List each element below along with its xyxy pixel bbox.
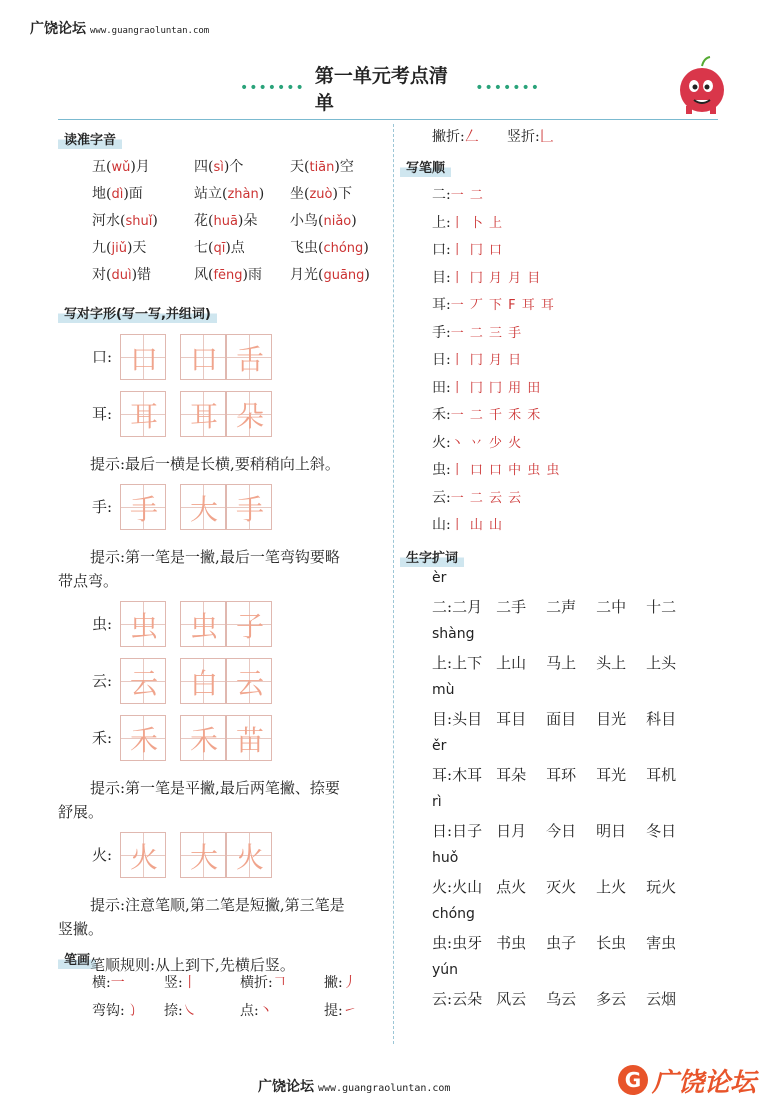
- section-order-heading: 写笔顺: [400, 156, 451, 177]
- tracing-char: 大: [189, 493, 218, 526]
- tracing-char: 禾: [189, 724, 218, 757]
- tracing-char: 口: [189, 343, 218, 376]
- tracing-char: 火: [129, 841, 158, 874]
- stroke-name: 提:: [324, 1003, 343, 1019]
- read-item: [290, 237, 369, 257]
- extend-word: 虫牙: [452, 934, 483, 952]
- read-text: )雨: [242, 267, 263, 283]
- extend-row: [432, 652, 696, 673]
- stroke-name: 竖:: [164, 975, 183, 991]
- extend-word: 虫子: [546, 934, 577, 952]
- extend-word: 木耳: [452, 766, 483, 784]
- order-sequence: 丨 卜 上: [450, 215, 503, 231]
- tracing-box[interactable]: [226, 601, 272, 647]
- read-item: [290, 264, 370, 284]
- hint-text: 笔顺规则:从上到下,先横后竖。: [90, 956, 295, 974]
- column-divider: [393, 124, 394, 1044]
- pinyin: zuò: [309, 187, 333, 202]
- tracing-char: 虫: [189, 610, 218, 643]
- extend-row: [432, 932, 696, 953]
- read-text: ): [351, 213, 357, 229]
- extend-pinyin: shàng: [432, 626, 475, 642]
- read-text: 河水(: [92, 213, 126, 229]
- read-text: ): [152, 213, 158, 229]
- order-char: 禾:: [432, 407, 451, 423]
- site-logo[interactable]: [618, 1060, 778, 1100]
- tracing-char: 云: [235, 667, 264, 700]
- page-title: 第一单元考点清单: [314, 65, 448, 114]
- extend-pinyin: chóng: [432, 906, 475, 922]
- extend-char: 上:: [432, 654, 453, 672]
- tracing-box[interactable]: [120, 715, 166, 761]
- tracing-char: 云: [129, 667, 158, 700]
- read-item: [194, 210, 257, 230]
- char-label: 云:: [92, 672, 113, 690]
- stroke-item: [324, 1000, 357, 1020]
- read-text: )点: [225, 240, 245, 256]
- extend-word: 耳光: [596, 766, 627, 784]
- stroke-mark: 𠃊: [539, 129, 554, 145]
- extend-word: 点火: [496, 878, 527, 896]
- site-url[interactable]: www.guangraoluntan.com: [90, 26, 210, 36]
- read-item: [290, 210, 357, 230]
- extend-word: 二月: [452, 598, 483, 616]
- order-char: 口:: [432, 242, 451, 258]
- read-text: 坐(: [290, 186, 310, 202]
- extend-row: [432, 708, 696, 729]
- title-dots-left: •••••••: [240, 80, 305, 96]
- extend-word: 灭火: [546, 878, 577, 896]
- read-text: 四(: [194, 159, 214, 175]
- tracing-box[interactable]: [120, 334, 166, 380]
- read-text: 站立(: [194, 186, 228, 202]
- order-char: 目:: [432, 269, 451, 286]
- read-text: )月: [130, 159, 150, 175]
- extend-word: 日月: [496, 822, 527, 840]
- order-char: 耳:: [432, 297, 451, 313]
- read-text: )朵: [237, 213, 258, 229]
- read-text: 九(: [92, 240, 112, 256]
- extend-word: 科目: [646, 710, 677, 728]
- read-text: 七(: [194, 240, 214, 256]
- site-name: 广饶论坛: [30, 21, 86, 37]
- order-sequence: 丶 丷 少 火: [450, 435, 523, 451]
- tracing-char: 手: [235, 493, 264, 526]
- order-item: [432, 377, 541, 397]
- stroke-mark: 一: [110, 975, 125, 991]
- pinyin: fēng: [213, 268, 243, 283]
- pinyin: huā: [213, 214, 238, 229]
- read-item: [92, 237, 146, 257]
- tracing-char: 口: [129, 343, 158, 376]
- extend-word: 冬日: [646, 822, 677, 840]
- pinyin: niǎo: [323, 214, 352, 229]
- hint-text: 提示:注意笔顺,第二笔是短撇,第三笔是竖撇。: [58, 896, 345, 938]
- read-text: )空: [334, 159, 354, 175]
- order-sequence: 丨 山 山: [450, 518, 503, 533]
- extend-word: 上下: [452, 654, 483, 672]
- tracing-box[interactable]: [226, 832, 272, 878]
- read-text: 月光(: [290, 267, 324, 283]
- tracing-box[interactable]: [226, 334, 272, 380]
- order-char: 日:: [432, 352, 451, 368]
- extend-word: 耳机: [646, 766, 677, 784]
- section-extend-heading: 生字扩词: [400, 546, 464, 567]
- order-item: [432, 267, 541, 287]
- extend-row: [432, 596, 696, 617]
- order-sequence: 一 丆 下 F 耳 耳: [450, 298, 555, 313]
- extend-char: 日:: [432, 822, 453, 840]
- extend-word: 面目: [546, 710, 577, 728]
- tracing-box[interactable]: [120, 601, 166, 647]
- order-item: [432, 432, 522, 452]
- extend-word: 上火: [596, 878, 627, 896]
- extend-word: 云朵: [452, 990, 483, 1008]
- char-label: 虫:: [92, 615, 113, 633]
- stroke-mark: ㇏: [182, 1003, 197, 1019]
- extend-word: 目光: [596, 710, 627, 728]
- read-text: 小鸟(: [290, 213, 324, 229]
- stroke-item: [92, 972, 125, 992]
- extend-row: [432, 764, 696, 785]
- extend-word: 多云: [596, 990, 627, 1008]
- pinyin: duì: [111, 268, 132, 283]
- extend-word: 马上: [546, 654, 577, 672]
- extend-word: 耳朵: [496, 766, 527, 784]
- hint-text: 提示:最后一横是长横,要稍稍向上斜。: [90, 455, 340, 473]
- read-text: )个: [223, 159, 244, 175]
- tracing-char: 耳: [129, 400, 158, 433]
- order-item: [432, 212, 503, 232]
- read-text: ): [363, 240, 369, 256]
- read-text: 飞虫(: [290, 240, 324, 256]
- stroke-item: [92, 1000, 139, 1020]
- pinyin: sì: [213, 160, 224, 175]
- tracing-char: 朵: [235, 400, 264, 433]
- order-char: 虫:: [432, 462, 451, 478]
- read-text: 风(: [194, 267, 214, 283]
- tracing-box[interactable]: [180, 832, 226, 878]
- read-item: [92, 264, 151, 284]
- stroke-name: 捺:: [164, 1003, 183, 1019]
- extend-word: 二手: [496, 598, 527, 616]
- extend-word: 耳环: [546, 766, 577, 784]
- read-item: [92, 183, 143, 203]
- pinyin: wǔ: [111, 160, 131, 175]
- read-text: 对(: [92, 267, 112, 283]
- order-char: 手:: [432, 324, 451, 341]
- read-item: [290, 156, 354, 176]
- pinyin: jiǔ: [111, 241, 127, 256]
- tracing-box[interactable]: [180, 484, 226, 530]
- stroke-item: [164, 972, 197, 992]
- title-bar: [240, 65, 540, 114]
- char-label: 火:: [92, 846, 113, 864]
- pinyin: shuǐ: [125, 214, 153, 229]
- extend-row: [432, 820, 696, 841]
- extend-word: 明日: [596, 822, 627, 840]
- stroke-item: [507, 126, 554, 146]
- extend-pinyin: rì: [432, 794, 442, 810]
- extend-pinyin: ěr: [432, 738, 447, 754]
- read-text: ): [364, 267, 370, 283]
- read-item: [92, 210, 158, 230]
- extend-word: 二中: [596, 598, 627, 616]
- order-sequence: 丨 冂 冂 用 田: [450, 380, 542, 396]
- read-text: 五(: [92, 159, 112, 175]
- order-item: [432, 294, 555, 314]
- tracing-box[interactable]: [120, 832, 166, 878]
- stroke-name: 撇折:: [432, 129, 465, 145]
- extend-char: 火:: [432, 878, 453, 896]
- stroke-mark: 丨: [182, 975, 197, 991]
- extend-word: 耳目: [496, 710, 527, 728]
- order-item: [432, 239, 503, 259]
- order-item: [432, 184, 484, 204]
- tracing-char: 子: [235, 610, 264, 643]
- tracing-char: 苗: [235, 724, 264, 757]
- order-sequence: 一 二 千 禾 禾: [450, 408, 542, 423]
- read-item: [194, 156, 243, 176]
- read-text: 地(: [92, 186, 112, 202]
- site-header: [30, 18, 209, 38]
- stroke-mark: 丿: [342, 975, 357, 991]
- extend-word: 头上: [596, 654, 627, 672]
- tracing-char: 舌: [235, 343, 264, 376]
- order-sequence: 丨 冂 月 日: [450, 353, 523, 368]
- tracing-char: 耳: [189, 400, 218, 433]
- tracing-box[interactable]: [180, 391, 226, 437]
- order-char: 火:: [432, 434, 451, 451]
- tracing-char: 火: [235, 841, 264, 874]
- pinyin: qī: [213, 241, 226, 256]
- tracing-char: 虫: [129, 610, 158, 643]
- footer-site-name: 广饶论坛: [258, 1079, 314, 1095]
- tracing-box[interactable]: [226, 658, 272, 704]
- hint-text: 提示:第一笔是一撇,最后一笔弯钩要略带点弯。: [58, 548, 340, 590]
- order-item: [432, 404, 541, 424]
- tracing-char: 禾: [129, 724, 158, 757]
- order-item: [432, 322, 522, 342]
- order-sequence: 一 二 三 手: [450, 325, 523, 341]
- site-footer: [258, 1076, 450, 1096]
- order-item: [432, 514, 503, 534]
- tracing-box[interactable]: [120, 484, 166, 530]
- stroke-name: 竖折:: [507, 129, 540, 145]
- tracing-box[interactable]: [226, 391, 272, 437]
- extend-word: 火山: [452, 878, 483, 896]
- extend-word: 头目: [452, 710, 483, 728]
- extend-pinyin: huǒ: [432, 850, 459, 866]
- tracing-box[interactable]: [120, 658, 166, 704]
- stroke-name: 横:: [92, 975, 111, 991]
- tracing-box[interactable]: [226, 484, 272, 530]
- extend-word: 长虫: [596, 934, 627, 952]
- read-text: ): [258, 186, 265, 202]
- top-rule: [58, 119, 718, 120]
- stroke-name: 横折:: [240, 975, 273, 991]
- extend-char: 目:: [432, 710, 453, 728]
- extend-pinyin: èr: [432, 570, 447, 586]
- pinyin: zhàn: [227, 187, 259, 202]
- order-char: 山:: [432, 517, 451, 533]
- extend-word: 风云: [496, 990, 527, 1008]
- stroke-item: [432, 126, 479, 146]
- stroke-mark: 𠃍: [272, 975, 287, 991]
- order-sequence: 一 二 云 云: [450, 490, 523, 506]
- pinyin: chóng: [323, 241, 364, 256]
- section-read-heading: 读准字音: [58, 128, 122, 149]
- extend-row: [432, 988, 696, 1009]
- hint-text: 提示:第一笔是平撇,最后两笔撇、捺要舒展。: [58, 779, 340, 821]
- read-text: 天(: [290, 159, 310, 175]
- stroke-name: 撇:: [324, 975, 343, 991]
- char-label: 禾:: [92, 729, 113, 747]
- footer-site-url[interactable]: www.guangraoluntan.com: [318, 1083, 451, 1094]
- stroke-item: [164, 1000, 197, 1020]
- extend-word: 今日: [546, 822, 577, 840]
- char-label: 口:: [92, 348, 113, 366]
- tracing-box[interactable]: [180, 334, 226, 380]
- logo-text: 广饶论坛: [652, 1067, 757, 1098]
- read-text: )面: [123, 186, 143, 202]
- tracing-box[interactable]: [180, 658, 226, 704]
- stroke-mark: ㇀: [342, 1003, 357, 1019]
- title-dots-right: •••••••: [475, 80, 540, 96]
- logo-mark-icon: G: [618, 1065, 648, 1095]
- order-item: [432, 349, 522, 369]
- tracing-char: 白: [189, 667, 218, 700]
- extend-row: [432, 876, 696, 897]
- section-write-heading: 写对字形(写一写,并组词): [58, 302, 217, 323]
- read-item: [194, 237, 245, 257]
- tracing-char: 手: [129, 493, 158, 526]
- order-sequence: 丨 冂 口: [450, 243, 503, 258]
- stroke-mark: 丶: [258, 1003, 273, 1019]
- read-text: 花(: [194, 213, 214, 229]
- extend-word: 害虫: [646, 934, 677, 952]
- extend-pinyin: yún: [432, 962, 459, 978]
- read-item: [194, 264, 262, 284]
- section-strokes-heading: 笔画: [58, 948, 96, 969]
- read-item: [194, 183, 264, 203]
- stroke-item: [324, 972, 357, 992]
- char-label: 耳:: [92, 405, 113, 423]
- extend-word: 日子: [452, 822, 483, 840]
- order-char: 云:: [432, 489, 451, 506]
- extend-word: 十二: [646, 598, 677, 616]
- stroke-mark: 𠃋: [464, 129, 479, 145]
- tracing-box[interactable]: [180, 601, 226, 647]
- extend-char: 二:: [432, 598, 453, 616]
- char-label: 手:: [92, 498, 113, 516]
- extend-word: 上头: [646, 654, 677, 672]
- tracing-char: 大: [189, 841, 218, 874]
- extend-word: 云烟: [646, 990, 677, 1008]
- extend-word: 上山: [496, 654, 527, 672]
- stroke-mark: ㇁: [124, 1003, 139, 1019]
- read-text: )天: [126, 240, 147, 256]
- extend-pinyin: mù: [432, 682, 455, 698]
- extend-char: 云:: [432, 990, 453, 1008]
- extend-word: 书虫: [496, 934, 527, 952]
- stroke-name: 点:: [240, 1003, 259, 1019]
- extend-word: 玩火: [646, 878, 677, 896]
- order-sequence: 丨 口 口 中 虫 虫: [450, 463, 561, 478]
- order-item: [432, 459, 560, 479]
- order-sequence: 丨 冂 月 月 目: [450, 270, 542, 286]
- read-text: )错: [131, 267, 152, 283]
- stroke-name: 弯钩:: [92, 1003, 125, 1019]
- extend-char: 虫:: [432, 934, 453, 952]
- pinyin: dì: [111, 187, 124, 202]
- stroke-item: [240, 972, 287, 992]
- tracing-box[interactable]: [226, 715, 272, 761]
- pinyin: guāng: [323, 268, 365, 283]
- tracing-box[interactable]: [180, 715, 226, 761]
- tracing-box[interactable]: [120, 391, 166, 437]
- order-sequence: 一 二: [450, 188, 484, 203]
- order-char: 田:: [432, 379, 451, 396]
- read-item: [92, 156, 150, 176]
- apple-mascot-icon: [676, 56, 728, 116]
- extend-word: 乌云: [546, 990, 577, 1008]
- order-char: 二:: [432, 187, 451, 203]
- order-char: 上:: [432, 214, 451, 231]
- pinyin: tiān: [309, 160, 335, 175]
- stroke-item: [240, 1000, 273, 1020]
- extend-char: 耳:: [432, 766, 453, 784]
- order-item: [432, 487, 522, 507]
- read-text: )下: [332, 186, 352, 202]
- read-item: [290, 183, 352, 203]
- extend-word: 二声: [546, 598, 577, 616]
